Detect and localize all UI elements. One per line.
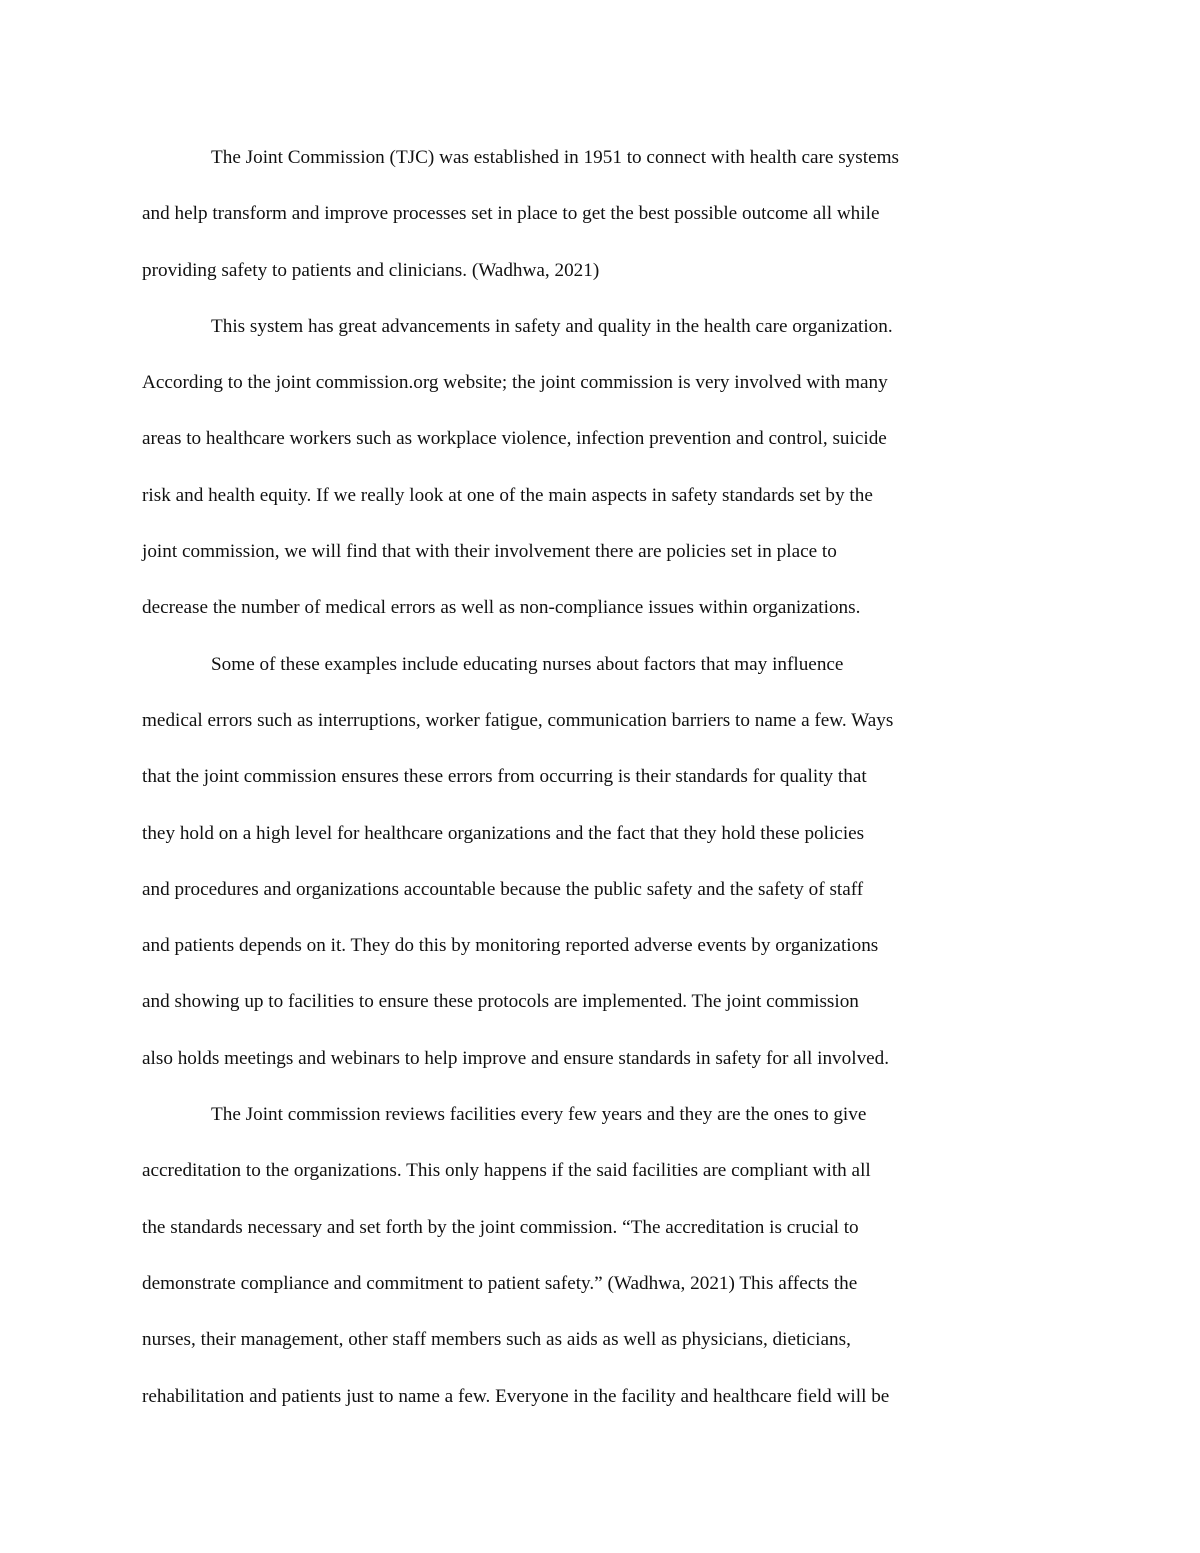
paragraph-4-line-3: the standards necessary and set forth by the joint commission. “The accreditation is crucial to — [142, 1216, 859, 1238]
paragraph-2-line-3: areas to healthcare workers such as workplace violence, infection prevention and control, suicide — [142, 428, 887, 450]
body-text — [142, 141, 1062, 1436]
paragraph-2-line-1: This system has great advancements in safety and quality in the health care organization. — [211, 315, 893, 337]
paragraph-3-line-3: that the joint commission ensures these errors from occurring is their standards for quality that — [142, 766, 867, 788]
paragraph-4-line-2: accreditation to the organizations. This only happens if the said facilities are compliant with all — [142, 1160, 871, 1182]
paragraph-3-line-2: medical errors such as interruptions, worker fatigue, communication barriers to name a few. Ways — [142, 709, 894, 731]
paragraph-1-line-3: providing safety to patients and clinicians. (Wadhwa, 2021) — [142, 259, 600, 281]
paragraph-4-line-6: rehabilitation and patients just to name a few. Everyone in the facility and healthcare field will be — [142, 1385, 890, 1407]
paragraph-4-line-1: The Joint commission reviews facilities every few years and they are the ones to give — [211, 1104, 867, 1126]
paragraph-4-line-4: demonstrate compliance and commitment to patient safety.” (Wadhwa, 2021) This affects the — [142, 1272, 858, 1294]
paragraph-2-line-4: risk and health equity. If we really look at one of the main aspects in safety standards set by the — [142, 484, 873, 506]
paragraph-3-line-8: also holds meetings and webinars to help improve and ensure standards in safety for all involved. — [142, 1047, 890, 1069]
paragraph-2-line-6: decrease the number of medical errors as well as non-compliance issues within organizations. — [142, 597, 861, 619]
paragraph-1-line-1: The Joint Commission (TJC) was established in 1951 to connect with health care systems — [211, 147, 899, 168]
paragraph-4-line-5: nurses, their management, other staff members such as aids as well as physicians, dieticians, — [142, 1329, 851, 1351]
paragraph-1-line-2: and help transform and improve processes set in place to get the best possible outcome all while — [142, 203, 880, 225]
paragraph-3-line-6: and patients depends on it. They do this by monitoring reported adverse events by organizations — [142, 935, 879, 957]
paragraph-2-line-2: According to the joint commission.org website; the joint commission is very involved with many — [142, 372, 888, 394]
paragraph-3-line-7: and showing up to facilities to ensure these protocols are implemented. The joint commission — [142, 991, 859, 1013]
paragraph-2-line-5: joint commission, we will find that with their involvement there are policies set in place to — [142, 541, 837, 563]
paragraph-3-line-1: Some of these examples include educating nurses about factors that may influence — [211, 653, 844, 675]
paragraph-3-line-4: they hold on a high level for healthcare organizations and the fact that they hold these policies — [142, 822, 865, 844]
paragraph-3-line-5: and procedures and organizations accountable because the public safety and the safety of staff — [142, 878, 864, 900]
